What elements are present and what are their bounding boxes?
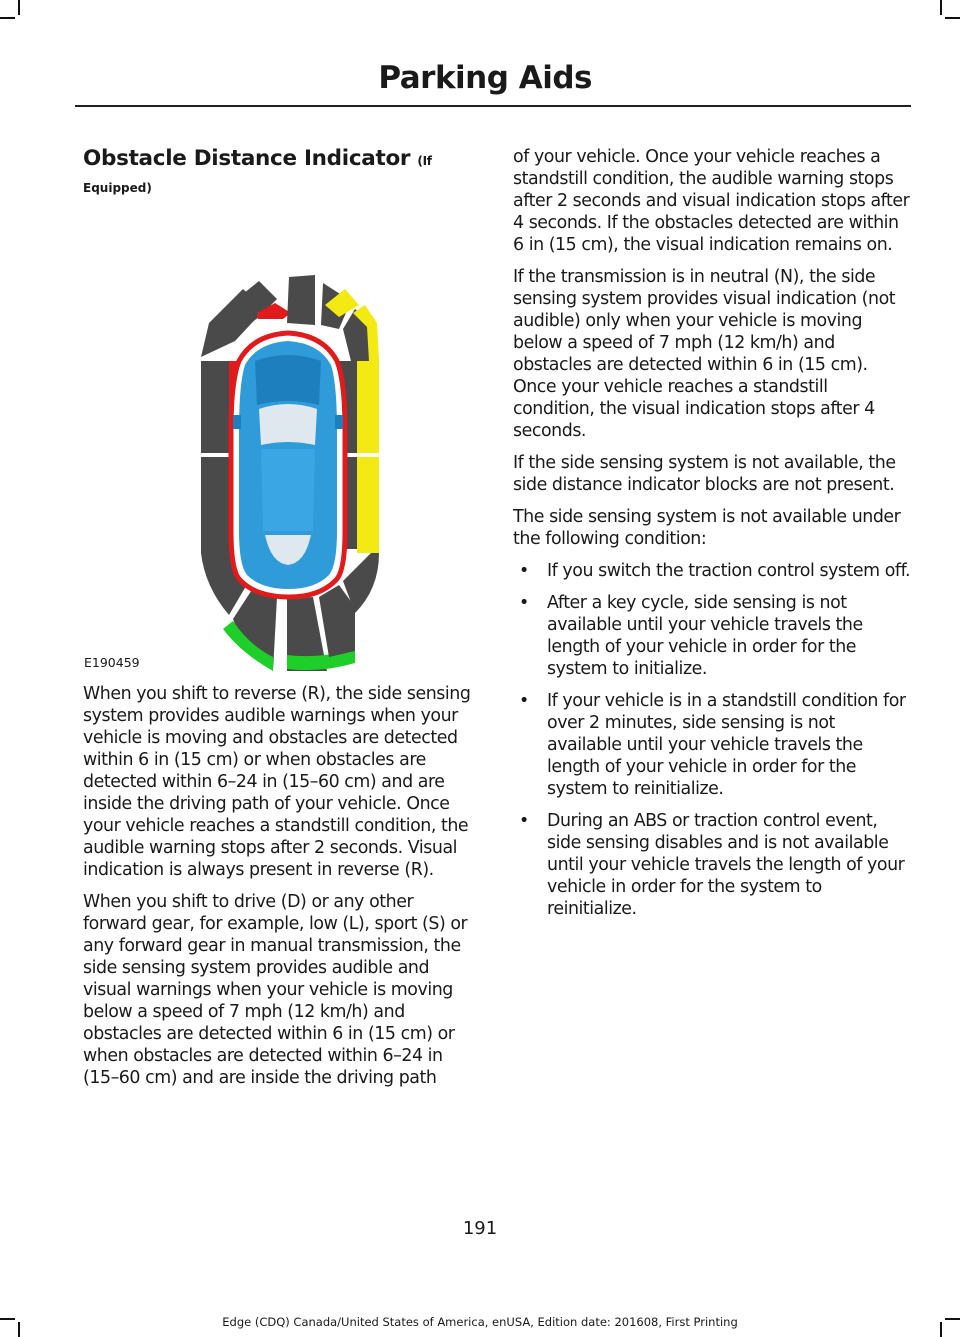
vehicle-mirror-left <box>233 415 241 429</box>
paragraph: When you shift to drive (D) or any other forward gear, for example, low (L), sport (S) or any forward gear in manual transmission, the side sensing system provides audible and visual warnings when your vehicle is moving below a speed of 7 mph (12 km/h) and obstacles are detected within 6 in (15 cm) or when obstacles are detected within 6–24 in (15–60 cm) and are inside the driving path <box>83 892 468 1088</box>
right-column <box>513 146 911 930</box>
paragraph: of your vehicle. Once your vehicle reaches a standstill condition, the audible warning stops after 2 seconds and visual indication stops after 4 seconds. If the obstacles detected are within 6 in (15 cm), the visual indication remains on. <box>513 147 910 255</box>
crop-mark <box>940 0 942 15</box>
section-title-continued: Equipped) <box>83 181 152 195</box>
bullet-icon: • <box>519 811 529 831</box>
list-item <box>513 592 911 680</box>
crop-mark <box>945 17 960 19</box>
vehicle-hood <box>255 355 321 405</box>
section-title-suffix: (If <box>417 154 432 168</box>
page-footer: Edge (CDQ) Canada/United States of America, enUSA, Edition date: 201608, First Printing <box>222 1315 738 1329</box>
page-number: 191 <box>462 1218 498 1239</box>
section-title-text: Obstacle Distance Indicator <box>83 146 411 171</box>
side-block-right-2-yellow <box>357 457 379 553</box>
vehicle-mirror-right <box>335 415 343 429</box>
list-item <box>513 810 911 920</box>
paragraph: The side sensing system is not available under the following condition: <box>513 507 901 549</box>
crop-mark <box>18 0 20 15</box>
section-title <box>83 146 478 171</box>
condition-list <box>513 560 911 920</box>
paragraph: When you shift to reverse (R), the side sensing system provides audible warnings when your vehicle is moving and obstacles are detected within 6 in (15 cm) or when obstacles are detected within 6–24 in (15–60 cm) and are inside the driving path of your vehicle. Once your vehicle reaches a standstill condition, the audible warning stops after 2 seconds. Visual indication is always present in reverse (R). <box>83 684 471 880</box>
crop-mark <box>0 17 15 19</box>
list-item-text: If your vehicle is in a standstill condition for over 2 minutes, side sensing is not available until your vehicle travels the length of your vehicle in order for the system to reinitialize. <box>547 691 906 799</box>
list-item-text: After a key cycle, side sensing is not available until your vehicle travels the length of your vehicle in order for the system to initialize. <box>547 593 863 679</box>
figure-id: E190459 <box>84 655 140 670</box>
list-item <box>513 560 911 582</box>
list-item <box>513 690 911 800</box>
front-sector-center <box>287 275 315 325</box>
list-item-text: During an ABS or traction control event, side sensing disables and is not available until your vehicle travels the length of your vehicle in order for the system to reinitialize. <box>547 811 905 919</box>
bullet-icon: • <box>519 561 529 581</box>
vehicle-top-view <box>231 333 345 597</box>
obstacle-distance-diagram <box>83 201 478 671</box>
bullet-icon: • <box>519 691 529 711</box>
paragraph: If the transmission is in neutral (N), the side sensing system provides visual indication (not audible) only when your vehicle is moving below a speed of 7 mph (12 km/h) and obstacles are detected within 6 in (15 cm). Once your vehicle reaches a standstill condition, the visual indication stops after 4 seconds. <box>513 267 896 441</box>
list-item-text: If you switch the traction control system off. <box>547 561 911 581</box>
left-column <box>83 146 478 1099</box>
vehicle-windshield <box>259 404 317 445</box>
vehicle-roof <box>261 449 315 531</box>
distance-indicator-figure <box>83 201 478 671</box>
header-divider <box>75 105 911 107</box>
paragraph: If the side sensing system is not available, the side distance indicator blocks are not present. <box>513 453 896 495</box>
side-block-right-1-yellow <box>357 361 379 453</box>
bullet-icon: • <box>519 593 529 613</box>
page-header-title: Parking Aids <box>378 60 592 96</box>
